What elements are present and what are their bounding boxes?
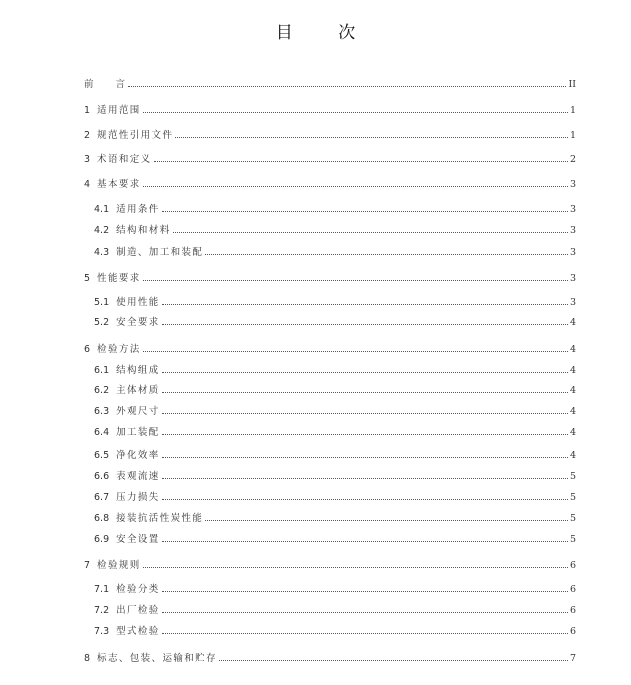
toc-entry[interactable]	[84, 102, 576, 116]
toc-entry[interactable]	[84, 76, 576, 90]
toc-entry-page: 4	[569, 385, 576, 396]
toc-entry-label: 规范性引用文件	[97, 130, 174, 141]
toc-entry-label: 主体材质	[116, 385, 160, 396]
toc-entry-number: 8	[84, 653, 91, 664]
toc-entry[interactable]	[94, 222, 576, 236]
toc-entry-number: 4.3	[94, 247, 110, 258]
dot-leader	[162, 632, 568, 634]
toc-entry-page: 4	[569, 450, 576, 461]
toc-entry-number: 6.6	[94, 471, 110, 482]
toc-entry[interactable]	[94, 581, 576, 595]
toc-entry-label: 安全要求	[116, 317, 160, 328]
toc-entry-label: 结构组成	[116, 365, 160, 376]
toc-entry[interactable]	[94, 623, 576, 637]
toc-entry-number: 6.1	[94, 365, 110, 376]
dot-leader	[162, 371, 568, 373]
toc-entry-label: 加工装配	[116, 427, 160, 438]
dot-leader	[219, 659, 568, 661]
dot-leader	[162, 540, 568, 542]
toc-entry[interactable]	[84, 557, 576, 571]
toc-entry-label: 安全设置	[116, 534, 160, 545]
dot-leader	[162, 456, 568, 458]
toc-entry-page: 4	[569, 344, 576, 355]
dot-leader	[173, 231, 568, 233]
toc-entry-page: 5	[569, 513, 576, 524]
toc-entry-page: 4	[569, 365, 576, 376]
toc-entry-label: 性能要求	[97, 273, 141, 284]
dot-leader	[162, 433, 568, 435]
dot-leader	[162, 412, 568, 414]
toc-entry-label: 言	[115, 79, 127, 90]
toc-entry-page: 5	[569, 471, 576, 482]
toc-entry-number: 4.1	[94, 204, 110, 215]
toc-entry[interactable]	[94, 447, 576, 461]
toc-entry-page: 5	[569, 492, 576, 503]
dot-leader	[162, 303, 568, 305]
toc-entry-number: 4	[84, 179, 91, 190]
toc-entry-page: 6	[569, 584, 576, 595]
toc-entry[interactable]	[84, 151, 576, 165]
toc-entry-page: 4	[569, 406, 576, 417]
dot-leader	[143, 350, 568, 352]
dot-leader	[162, 590, 568, 592]
toc-entry-number: 6.3	[94, 406, 110, 417]
toc-entry-page: 4	[569, 427, 576, 438]
toc-entry-label: 接装抗活性炭性能	[116, 513, 204, 524]
dot-leader	[143, 566, 568, 568]
toc-entry-number: 前	[84, 79, 94, 90]
toc-entry-label: 标志、包装、运输和贮存	[97, 653, 217, 664]
toc-entry-label: 净化效率	[116, 450, 160, 461]
toc-entry-page: 3	[569, 179, 576, 190]
toc-entry-label: 压力损失	[116, 492, 160, 503]
dot-leader	[175, 136, 568, 138]
toc-entry-page: 3	[569, 204, 576, 215]
toc-entry-number: 2	[84, 130, 91, 141]
dot-leader	[162, 210, 568, 212]
toc-entry-label: 术语和定义	[97, 154, 152, 165]
toc-entry-number: 6	[84, 344, 91, 355]
toc-entry-label: 检验规则	[97, 560, 141, 571]
toc-entry[interactable]	[84, 341, 576, 355]
toc-entry[interactable]	[94, 314, 576, 328]
toc-entry-number: 6.4	[94, 427, 110, 438]
toc-entry-page: 4	[569, 317, 576, 328]
toc-entry-label: 结构和材料	[116, 225, 171, 236]
dot-leader	[143, 185, 568, 187]
dot-leader	[162, 391, 568, 393]
dot-leader	[205, 519, 568, 521]
toc-entry[interactable]	[94, 510, 576, 524]
toc-entry[interactable]	[94, 244, 576, 258]
toc-entry-label: 外观尺寸	[116, 406, 160, 417]
toc-entry-number: 7.1	[94, 584, 110, 595]
toc-entry-number: 6.9	[94, 534, 110, 545]
toc-entry-label: 适用条件	[116, 204, 160, 215]
toc-entry-number: 7.3	[94, 626, 110, 637]
toc-entry-label: 基本要求	[97, 179, 141, 190]
toc-entry-label: 检验分类	[116, 584, 160, 595]
dot-leader	[162, 323, 568, 325]
toc-entry-page: 1	[569, 130, 576, 141]
page-title: 目 次	[275, 23, 376, 43]
toc-entry-number: 6.7	[94, 492, 110, 503]
toc-entry-label: 检验方法	[97, 344, 141, 355]
toc-entry-label: 出厂检验	[116, 605, 160, 616]
toc-entry-page: 6	[569, 560, 576, 571]
toc-entry-number: 5	[84, 273, 91, 284]
toc-entry-number: 7.2	[94, 605, 110, 616]
dot-leader	[143, 279, 568, 281]
toc-entry[interactable]	[94, 201, 576, 215]
toc-entry-page: 3	[569, 273, 576, 284]
dot-leader	[205, 253, 568, 255]
toc-entry-label: 表观流速	[116, 471, 160, 482]
toc-entry[interactable]	[84, 650, 576, 664]
toc-entry-page: 3	[569, 247, 576, 258]
toc-entry-number: 1	[84, 105, 91, 116]
toc-entry[interactable]	[94, 382, 576, 396]
toc-entry-number: 6.5	[94, 450, 110, 461]
toc-entry-number: 7	[84, 560, 91, 571]
toc-entry-page: 1	[569, 105, 576, 116]
dot-leader	[162, 611, 568, 613]
toc-entry[interactable]	[94, 468, 576, 482]
toc-entry[interactable]	[84, 270, 576, 284]
toc-entry[interactable]	[94, 602, 576, 616]
toc-entry[interactable]	[84, 127, 576, 141]
toc-entry-number: 3	[84, 154, 91, 165]
dot-leader	[128, 85, 566, 87]
toc-entry[interactable]	[84, 176, 576, 190]
toc-entry-label: 使用性能	[116, 297, 160, 308]
dot-leader	[162, 498, 568, 500]
toc-entry-page: 3	[569, 225, 576, 236]
dot-leader	[154, 160, 568, 162]
toc-entry-label: 型式检验	[116, 626, 160, 637]
toc-entry-page: 3	[569, 297, 576, 308]
toc-entry-page: 5	[569, 534, 576, 545]
toc-entry-page: 2	[569, 154, 576, 165]
toc-entry-page: 7	[569, 653, 576, 664]
dot-leader	[143, 111, 568, 113]
toc-entry-page: II	[568, 79, 576, 90]
toc-entry[interactable]	[94, 294, 576, 308]
toc-entry[interactable]	[94, 489, 576, 503]
toc-entry[interactable]	[94, 403, 576, 417]
toc-entry-page: 6	[569, 605, 576, 616]
toc-entry[interactable]	[94, 531, 576, 545]
toc-entry[interactable]	[94, 362, 576, 376]
toc-entry[interactable]	[94, 424, 576, 438]
toc-entry-label: 制造、加工和装配	[116, 247, 204, 258]
toc-entry-page: 6	[569, 626, 576, 637]
toc-entry-label: 适用范围	[97, 105, 141, 116]
toc-entry-number: 6.2	[94, 385, 110, 396]
dot-leader	[162, 477, 568, 479]
toc-entry-number: 6.8	[94, 513, 110, 524]
toc-entry-number: 4.2	[94, 225, 110, 236]
toc-entry-number: 5.2	[94, 317, 110, 328]
toc-entry-number: 5.1	[94, 297, 110, 308]
